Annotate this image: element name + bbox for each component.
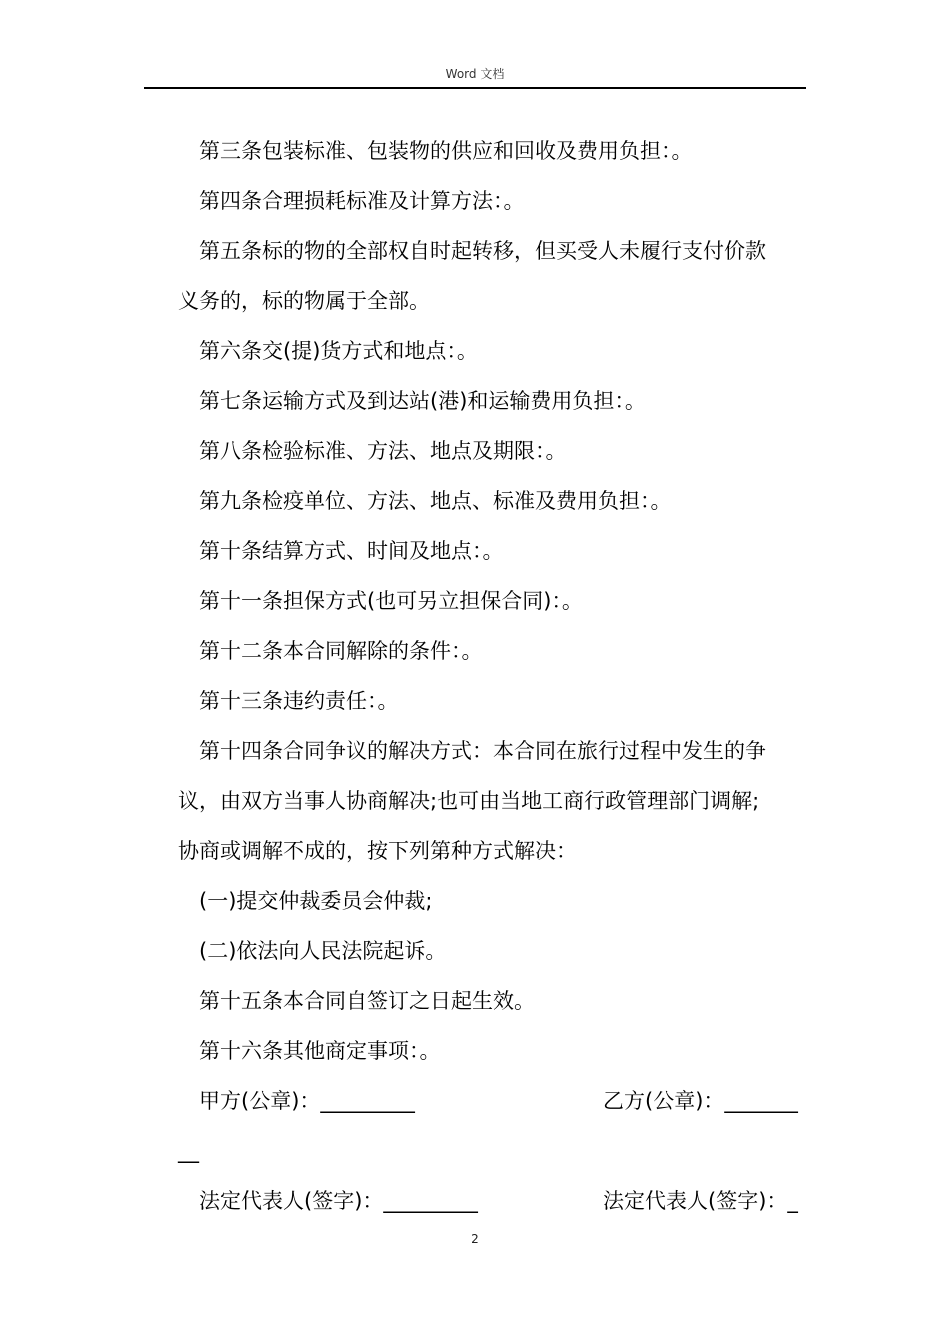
party-b-seal-line-wrap: __ <box>178 1139 199 1163</box>
clause-5-line-1: 第五条标的物的全部权自时起转移，但买受人未履行支付价款 <box>199 239 766 263</box>
party-a-seal-line: 甲方(公章)：_________ <box>199 1089 415 1113</box>
clause-16: 第十六条其他商定事项：。 <box>199 1039 441 1063</box>
clause-9: 第九条检疫单位、方法、地点、标准及费用负担：。 <box>199 489 672 513</box>
clause-8: 第八条检验标准、方法、地点及期限：。 <box>199 439 567 463</box>
party-b-representative-line: 法定代表人(签字)：_ <box>603 1189 798 1213</box>
clause-6: 第六条交(提)货方式和地点：。 <box>199 339 478 363</box>
clause-7: 第七条运输方式及到达站(港)和运输费用负担：。 <box>199 389 646 413</box>
seal-signature-row <box>178 1076 806 1126</box>
clause-11: 第十一条担保方式(也可另立担保合同)：。 <box>199 589 583 613</box>
party-b-seal-line: 乙方(公章)：_______ <box>603 1089 798 1113</box>
document-body <box>178 126 806 1226</box>
clause-14-line-3: 协商或调解不成的，按下列第种方式解决： <box>178 839 577 863</box>
page-number: 2 <box>471 1232 479 1246</box>
option-arbitration: (一)提交仲裁委员会仲裁; <box>199 889 433 913</box>
party-a-representative-line: 法定代表人(签字)：_________ <box>199 1189 478 1213</box>
clause-15: 第十五条本合同自签订之日起生效。 <box>199 989 535 1013</box>
option-litigation: (二)依法向人民法院起诉。 <box>199 939 447 963</box>
clause-12: 第十二条本合同解除的条件：。 <box>199 639 483 663</box>
page-header: Word 文档 <box>445 67 505 81</box>
representative-signature-row <box>178 1176 806 1226</box>
clause-14-line-1: 第十四条合同争议的解决方式：本合同在旅行过程中发生的争 <box>199 739 766 763</box>
clause-4: 第四条合理损耗标准及计算方法：。 <box>199 189 525 213</box>
clause-13: 第十三条违约责任：。 <box>199 689 399 713</box>
clause-5-line-2: 义务的，标的物属于全部。 <box>178 289 430 313</box>
clause-3: 第三条包装标准、包装物的供应和回收及费用负担：。 <box>199 139 693 163</box>
clause-14-line-2: 议，由双方当事人协商解决;也可由当地工商行政管理部门调解; <box>178 789 760 813</box>
clause-10: 第十条结算方式、时间及地点：。 <box>199 539 504 563</box>
header-divider <box>144 87 806 89</box>
